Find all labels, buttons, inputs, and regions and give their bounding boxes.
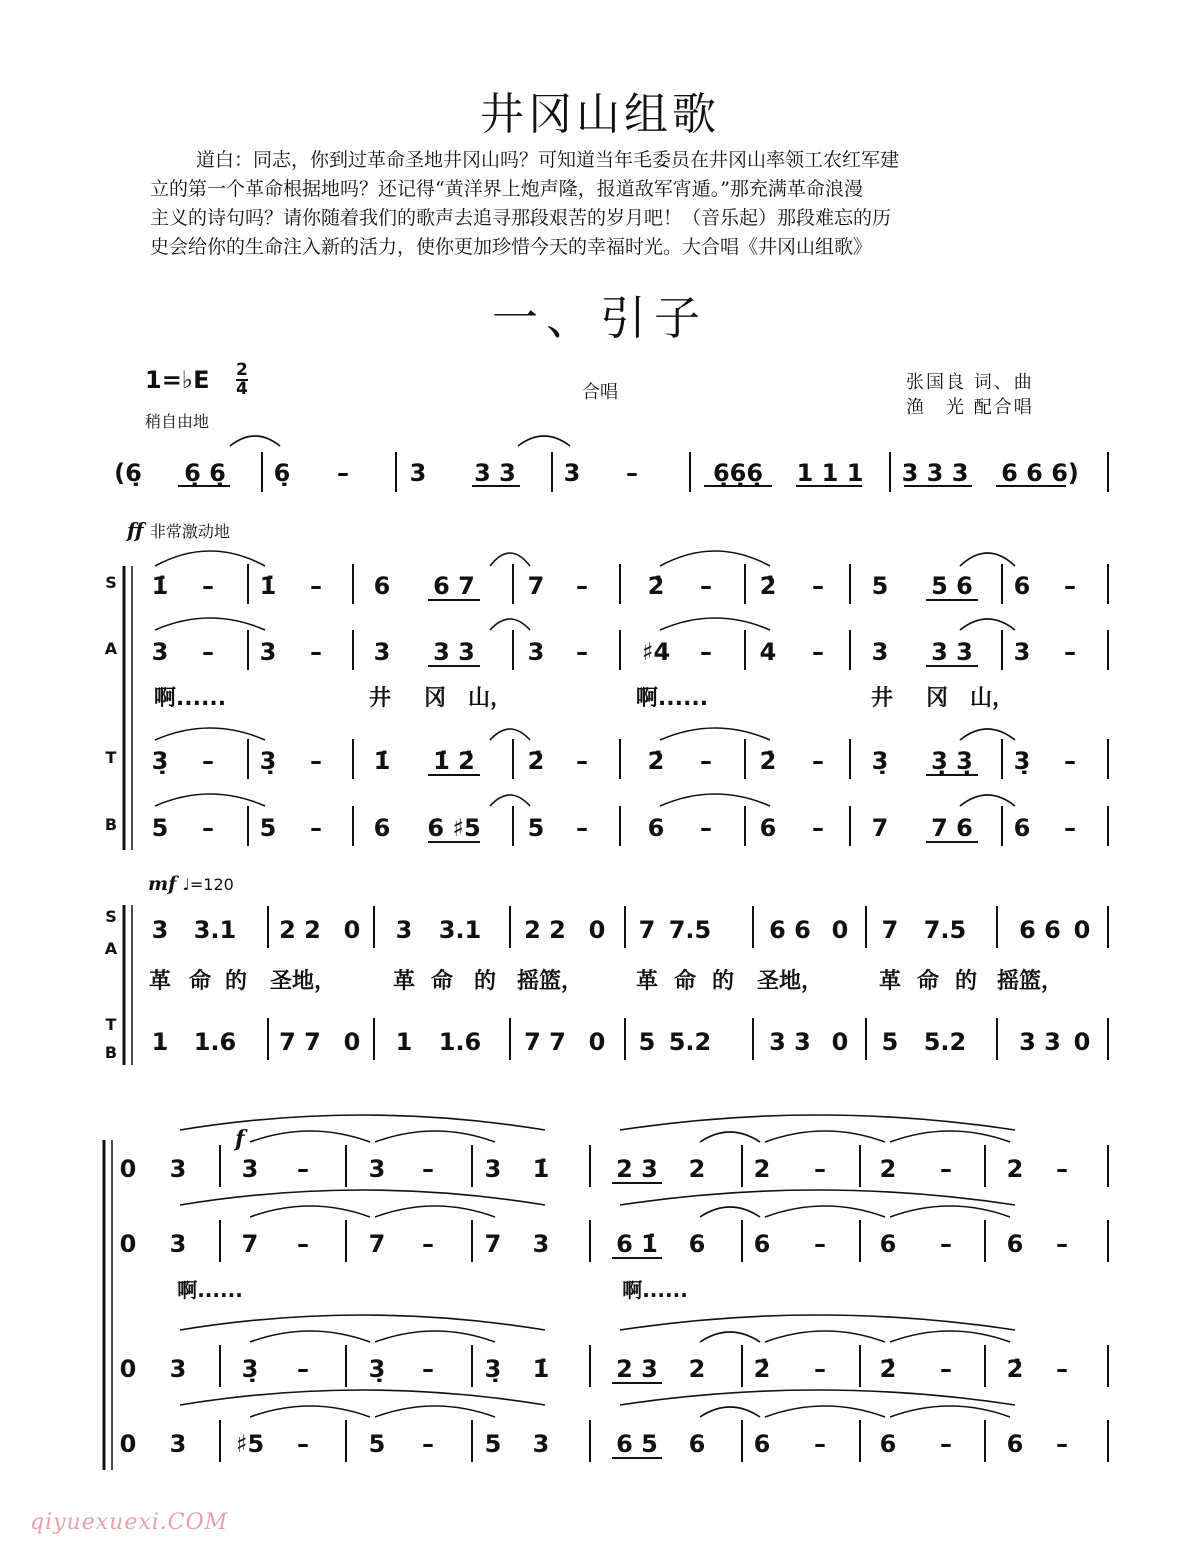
voice-note-s1: 6	[373, 572, 391, 600]
voice-note-a3: 7	[368, 1230, 386, 1258]
voice-note-a1: –	[310, 638, 322, 666]
voice-note-s3: 3	[484, 1155, 502, 1183]
voice-note-t1: 3̣ 3̣	[931, 747, 973, 775]
intro-line: 立的第一个革命根据地吗？还记得“黄洋界上炮声隆，报道敌军宵遁。”那充满革命浪漫	[150, 178, 863, 200]
dynamic-ff-mark: ff	[127, 518, 144, 542]
voice-note-t1: –	[576, 747, 588, 775]
slur	[660, 618, 770, 630]
lyric: 的	[954, 969, 978, 994]
voice-note-sa: 7.5	[923, 916, 967, 944]
lyric: 井	[870, 686, 894, 711]
voice-note-b3: 6	[1006, 1430, 1024, 1458]
voice-note-b3: 0	[119, 1430, 137, 1458]
voice-note-tb: 7 7	[524, 1028, 566, 1056]
key-signature: 1=♭E	[145, 366, 210, 394]
lyric: 冈	[423, 686, 447, 711]
intro-note: 6 6 6)	[1001, 459, 1079, 487]
voice-note-a1: 3	[527, 638, 545, 666]
tie	[765, 1331, 885, 1342]
voice-note-tb: 7 7	[279, 1028, 321, 1056]
voice-note-tb: 3 3	[1019, 1028, 1061, 1056]
voice-note-s1: 7	[527, 572, 545, 600]
tie	[490, 795, 530, 806]
section-title: 一、引子	[492, 291, 708, 345]
credit-lyrics-music: 张国良 词、曲	[906, 372, 1034, 393]
intro-line: 道白：同志，你到过革命圣地井冈山吗？可知道当年毛委员在井冈山率领工农红军建	[196, 149, 900, 171]
slur	[180, 1115, 545, 1130]
time-numerator: 2	[236, 360, 248, 380]
intro-note: 3 3 3	[901, 459, 969, 487]
voice-note-a3: 6	[1006, 1230, 1024, 1258]
voice-label: A	[104, 939, 118, 958]
voice-note-b1: –	[812, 814, 824, 842]
voice-note-t1: –	[1064, 747, 1076, 775]
tie	[960, 553, 1015, 566]
tie	[890, 1406, 1010, 1417]
voice-note-a1: 3 3	[433, 638, 475, 666]
voice-note-sa: 6 6	[769, 916, 811, 944]
voice-note-s1: 2̇	[647, 572, 665, 600]
voice-note-s3: 3	[169, 1155, 187, 1183]
voice-note-s1: –	[310, 572, 322, 600]
voice-note-a1: –	[1064, 638, 1076, 666]
voice-note-tb: 3 3	[769, 1028, 811, 1056]
voice-note-b3: –	[814, 1430, 826, 1458]
song-title: 井冈山组歌	[480, 89, 720, 140]
voice-note-a1: 3	[259, 638, 277, 666]
voice-note-a1: –	[812, 638, 824, 666]
voice-note-sa: 3	[395, 916, 413, 944]
voice-note-sa: 3.1	[438, 916, 482, 944]
voice-note-tb: 1	[395, 1028, 413, 1056]
voice-note-s3: –	[1056, 1155, 1068, 1183]
voice-note-tb: 1.6	[438, 1028, 482, 1056]
voice-note-t1: –	[700, 747, 712, 775]
voice-note-s1: –	[576, 572, 588, 600]
tie	[490, 553, 530, 566]
intro-note: 6̣6̣6̣	[712, 459, 764, 487]
voice-note-b3: 5	[368, 1430, 386, 1458]
intro-note: 3	[563, 459, 581, 487]
tie	[765, 1131, 885, 1142]
time-denominator: 4	[236, 379, 248, 399]
voice-note-b1: 6 ♯5	[427, 814, 481, 842]
voice-note-t3: 3	[169, 1355, 187, 1383]
voice-note-b3: –	[1056, 1430, 1068, 1458]
slur	[620, 1390, 1015, 1405]
voice-note-t3: –	[1056, 1355, 1068, 1383]
slur	[155, 551, 265, 566]
voice-note-t3: –	[940, 1355, 952, 1383]
slur	[660, 794, 770, 806]
voice-note-b3: 3	[532, 1430, 550, 1458]
voice-note-sa: 0	[1073, 916, 1091, 944]
voice-note-s1: 5 6	[931, 572, 973, 600]
voice-note-t3: –	[814, 1355, 826, 1383]
voice-label: S	[105, 907, 117, 926]
voice-note-t3: 2 3	[616, 1355, 658, 1383]
voice-label: T	[105, 748, 117, 767]
voice-note-sa: 7	[638, 916, 656, 944]
intro-note: (6̣	[114, 459, 142, 487]
lyric: 山，	[969, 686, 1015, 711]
tie	[375, 1131, 495, 1142]
tempo-text: 稍自由地	[145, 412, 210, 431]
voice-note-s1: 1̇	[259, 572, 277, 600]
voice-note-tb: 5.2	[668, 1028, 712, 1056]
voice-note-s1: 5	[871, 572, 889, 600]
voice-note-t1: 3̣	[259, 747, 277, 775]
lyric: 命	[673, 969, 697, 994]
tie	[250, 1206, 370, 1217]
lyric: 的	[224, 969, 248, 994]
voice-note-b1: 6	[1013, 814, 1031, 842]
lyric: 命	[188, 969, 212, 994]
voice-note-b3: 6	[753, 1430, 771, 1458]
voice-note-t3: –	[422, 1355, 434, 1383]
tie	[375, 1331, 495, 1342]
intro-note: 6̣	[273, 459, 291, 487]
intro-line: 史会给你的生命注入新的活力，使你更加珍惜今天的幸福时光。大合唱《井冈山组歌》	[150, 236, 873, 258]
voice-label: T	[105, 1015, 117, 1034]
voice-note-s1: –	[812, 572, 824, 600]
voice-note-sa: 3.1	[193, 916, 237, 944]
voice-note-b1: 7 6	[931, 814, 973, 842]
voice-note-s3: –	[422, 1155, 434, 1183]
voice-note-a1: 3	[373, 638, 391, 666]
lyric: 冈	[925, 686, 949, 711]
tie	[765, 1206, 885, 1217]
slur	[620, 1315, 1015, 1330]
voice-note-s1: –	[1064, 572, 1076, 600]
voice-note-a3: 3	[169, 1230, 187, 1258]
lyric: 井	[368, 686, 392, 711]
voice-note-a1: 4	[759, 638, 777, 666]
voice-note-b1: 5	[259, 814, 277, 842]
voice-note-t3: 2̇	[753, 1355, 771, 1383]
slur	[180, 1390, 545, 1405]
voice-note-s3: –	[940, 1155, 952, 1183]
voice-note-t3: –	[297, 1355, 309, 1383]
voice-note-b3: 6	[688, 1430, 706, 1458]
tie	[375, 1406, 495, 1417]
lyric: 圣地，	[269, 969, 337, 994]
credit-arrangement: 渔 光 配合唱	[906, 397, 1034, 418]
tie	[890, 1131, 1010, 1142]
voice-label: A	[104, 639, 118, 658]
voice-note-a3: –	[940, 1230, 952, 1258]
voice-note-s3: 3	[241, 1155, 259, 1183]
voice-note-t3: 3̣	[484, 1355, 502, 1383]
voice-note-t1: –	[310, 747, 322, 775]
voice-label: S	[105, 573, 117, 592]
voice-note-a3: –	[297, 1230, 309, 1258]
voice-note-b3: 6	[879, 1430, 897, 1458]
voice-note-sa: 6 6	[1019, 916, 1061, 944]
lyric: 命	[916, 969, 940, 994]
voice-note-a3: 6	[753, 1230, 771, 1258]
intro-note: –	[626, 459, 638, 487]
tie	[700, 1132, 760, 1142]
lyric: 命	[430, 969, 454, 994]
voice-note-a1: 3 3	[931, 638, 973, 666]
voice-note-s1: 6	[1013, 572, 1031, 600]
tempo-mark: ♩=120	[182, 875, 234, 894]
voice-note-b3: 5	[484, 1430, 502, 1458]
voice-note-b1: 7	[871, 814, 889, 842]
slur	[660, 728, 770, 740]
voice-note-s1: 6 7	[433, 572, 475, 600]
voice-note-t3: 1̇	[532, 1355, 550, 1383]
lyric: 的	[711, 969, 735, 994]
tie	[250, 1406, 370, 1417]
voice-note-tb: 5.2	[923, 1028, 967, 1056]
intro-note: 6̣ 6̣	[184, 459, 226, 487]
tie	[490, 729, 530, 740]
lyric: 革	[878, 969, 902, 994]
lyric: 革	[392, 969, 416, 994]
voice-note-s3: –	[297, 1155, 309, 1183]
voice-note-a3: 6	[688, 1230, 706, 1258]
voice-note-a1: –	[700, 638, 712, 666]
voice-note-b1: 6	[373, 814, 391, 842]
voice-note-tb: 0	[343, 1028, 361, 1056]
voice-note-a3: –	[1056, 1230, 1068, 1258]
slur	[660, 551, 770, 566]
voice-note-a3: 6 1̇	[616, 1230, 658, 1258]
lyric: 的	[473, 969, 497, 994]
voice-note-tb: 5	[881, 1028, 899, 1056]
voice-label: B	[104, 815, 118, 834]
voice-note-a1: –	[576, 638, 588, 666]
voice-note-b3: 6 5	[616, 1430, 658, 1458]
lyric: 摇篮，	[996, 969, 1064, 994]
voice-note-b1: –	[1064, 814, 1076, 842]
dynamic-f-mark: f	[235, 1126, 245, 1152]
tie	[960, 729, 1015, 740]
voice-note-a1: 3	[151, 638, 169, 666]
expression-text: 非常激动地	[149, 522, 230, 541]
tie	[960, 619, 1015, 630]
tie	[518, 436, 570, 446]
slur	[155, 618, 265, 630]
voice-note-b1: 6	[759, 814, 777, 842]
voice-note-sa: 7.5	[668, 916, 712, 944]
voice-note-tb: 1	[151, 1028, 169, 1056]
voice-note-s3: 3	[368, 1155, 386, 1183]
voice-note-b3: –	[940, 1430, 952, 1458]
voice-note-tb: 5	[638, 1028, 656, 1056]
voice-note-a3: 7	[241, 1230, 259, 1258]
lyric: 山，	[467, 686, 513, 711]
slur	[620, 1115, 1015, 1130]
voice-note-t3: 2	[688, 1355, 706, 1383]
voice-label: B	[104, 1043, 118, 1062]
lyric: 啊......	[177, 1278, 243, 1302]
voice-note-t1: –	[202, 747, 214, 775]
intro-note: 1 1 1	[796, 459, 864, 487]
lyric: 革	[635, 969, 659, 994]
voice-note-t3: 2̇	[1006, 1355, 1024, 1383]
tie	[960, 795, 1015, 806]
voice-note-t3: 2̇	[879, 1355, 897, 1383]
slur	[620, 1190, 1015, 1205]
voice-note-b1: –	[202, 814, 214, 842]
voice-note-t1: 2̇	[759, 747, 777, 775]
voice-note-t1: 2̇	[527, 747, 545, 775]
voice-note-b1: 6	[647, 814, 665, 842]
voice-note-t1: 3̣	[151, 747, 169, 775]
voice-note-a3: –	[814, 1230, 826, 1258]
tie	[250, 1131, 370, 1142]
intro-note: 3	[409, 459, 427, 487]
voice-note-s3: 2 3	[616, 1155, 658, 1183]
voice-note-s3: 2	[1006, 1155, 1024, 1183]
tie	[890, 1206, 1010, 1217]
voice-note-a3: 6	[879, 1230, 897, 1258]
tie	[700, 1407, 760, 1417]
performance-style: 合唱	[582, 382, 618, 403]
voice-note-a1: ♯4	[641, 638, 671, 666]
voice-note-s3: 2	[879, 1155, 897, 1183]
voice-note-b1: –	[576, 814, 588, 842]
lyric: 啊......	[622, 1278, 688, 1302]
voice-note-s1: 1̇	[151, 572, 169, 600]
tie	[230, 436, 280, 446]
voice-note-s3: 2	[753, 1155, 771, 1183]
voice-note-a3: 0	[119, 1230, 137, 1258]
voice-note-b3: ♯5	[235, 1430, 265, 1458]
voice-note-t1: 3̣	[871, 747, 889, 775]
intro-line: 主义的诗句吗？请你随着我们的歌声去追寻那段艰苦的岁月吧！（音乐起）那段难忘的历	[150, 207, 892, 229]
voice-note-b1: 5	[527, 814, 545, 842]
voice-note-t3: 3̣	[241, 1355, 259, 1383]
voice-note-a3: –	[422, 1230, 434, 1258]
voice-note-sa: 7	[881, 916, 899, 944]
lyric: 革	[148, 969, 172, 994]
voice-note-tb: 0	[1073, 1028, 1091, 1056]
voice-note-s3: 0	[119, 1155, 137, 1183]
tie	[250, 1331, 370, 1342]
dynamic-mf-mark: mf	[148, 873, 177, 895]
voice-note-s1: 2̇	[759, 572, 777, 600]
voice-note-sa: 2 2	[279, 916, 321, 944]
voice-note-t1: 2̇	[647, 747, 665, 775]
voice-note-b1: –	[700, 814, 712, 842]
voice-note-a1: 3	[1013, 638, 1031, 666]
watermark-logo: qiyuexuexi.COM	[30, 1510, 229, 1535]
tie	[765, 1406, 885, 1417]
voice-note-t1: 1̇ 2̇	[433, 747, 475, 775]
voice-note-tb: 1.6	[193, 1028, 237, 1056]
voice-note-b3: –	[422, 1430, 434, 1458]
voice-note-b1: –	[310, 814, 322, 842]
voice-note-tb: 0	[831, 1028, 849, 1056]
voice-note-sa: 0	[588, 916, 606, 944]
tie	[700, 1332, 760, 1342]
voice-note-a1: 3	[871, 638, 889, 666]
lyric: 啊......	[153, 686, 227, 711]
tie	[890, 1331, 1010, 1342]
tie	[490, 619, 530, 630]
voice-note-t1: 1̇	[373, 747, 391, 775]
voice-note-sa: 0	[831, 916, 849, 944]
intro-note: –	[337, 459, 349, 487]
voice-note-s3: 1̇	[532, 1155, 550, 1183]
slur	[155, 794, 265, 806]
lyric: 摇篮，	[516, 969, 584, 994]
voice-note-b1: 5	[151, 814, 169, 842]
voice-note-s1: –	[202, 572, 214, 600]
lyric: 圣地，	[756, 969, 824, 994]
voice-note-sa: 2 2	[524, 916, 566, 944]
voice-note-sa: 3	[151, 916, 169, 944]
tie	[700, 1207, 760, 1217]
voice-note-a3: 3	[532, 1230, 550, 1258]
intro-note: 3 3	[474, 459, 516, 487]
voice-note-t3: 0	[119, 1355, 137, 1383]
voice-note-t1: –	[812, 747, 824, 775]
tie	[375, 1206, 495, 1217]
voice-note-s1: –	[700, 572, 712, 600]
lyric: 啊......	[635, 686, 709, 711]
voice-note-a3: 7	[484, 1230, 502, 1258]
voice-note-a1: –	[202, 638, 214, 666]
voice-note-t3: 3̣	[368, 1355, 386, 1383]
voice-note-sa: 0	[343, 916, 361, 944]
voice-note-s3: 2	[688, 1155, 706, 1183]
slur	[155, 728, 265, 740]
slur	[180, 1315, 545, 1330]
voice-note-tb: 0	[588, 1028, 606, 1056]
voice-note-b3: 3	[169, 1430, 187, 1458]
voice-note-t1: 3̣	[1013, 747, 1031, 775]
voice-note-s3: –	[814, 1155, 826, 1183]
slur	[180, 1190, 545, 1205]
voice-note-b3: –	[297, 1430, 309, 1458]
